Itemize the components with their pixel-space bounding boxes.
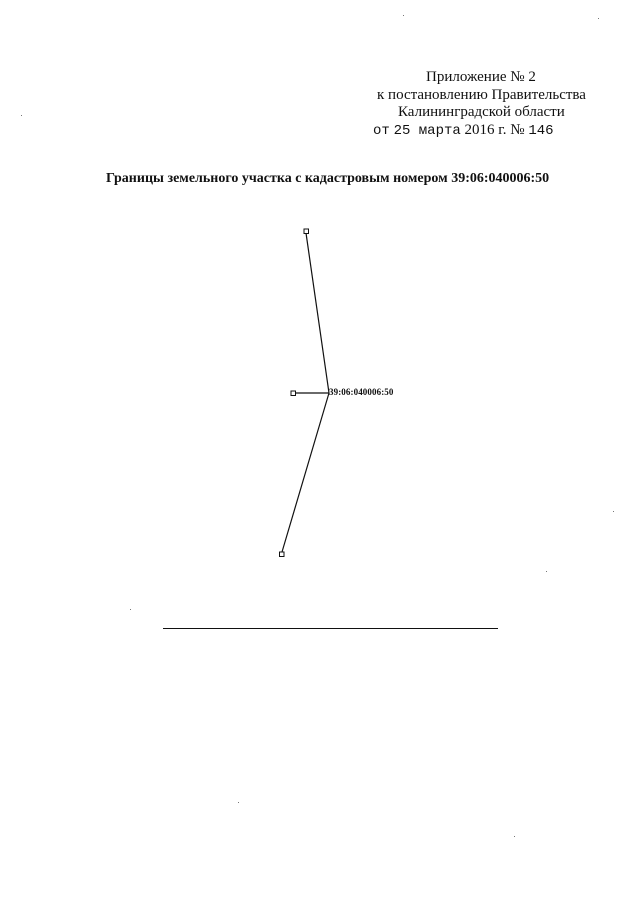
boundary-segment-south [282,393,329,552]
date-year: 2016 г. [464,122,507,138]
bottom-divider [163,628,498,629]
boundary-point-marker [280,552,285,557]
scan-speck [613,511,614,512]
date-day-month: 25 марта [393,123,461,139]
scan-speck [598,18,599,19]
boundary-point-marker [291,391,296,396]
resolution-reference: к постановлению Правительства [377,87,586,103]
scan-speck [514,836,515,837]
boundary-point-marker [304,229,309,234]
resolution-number: 146 [528,123,554,139]
appendix-number: Приложение № 2 [426,69,536,85]
scan-speck [403,15,404,16]
scan-speck [21,115,22,116]
scan-speck [546,571,547,572]
scan-speck [130,609,131,610]
scan-speck [238,802,239,803]
date-prefix: от [373,123,390,139]
number-sign: № [510,122,525,138]
region-name: Калининградской области [398,104,565,120]
boundary-segment-north [306,233,329,393]
page-title: Границы земельного участка с кадастровым номером 39:06:040006:50 [106,171,550,186]
parcel-cadastral-label: 39:06:040006:50 [329,387,394,397]
